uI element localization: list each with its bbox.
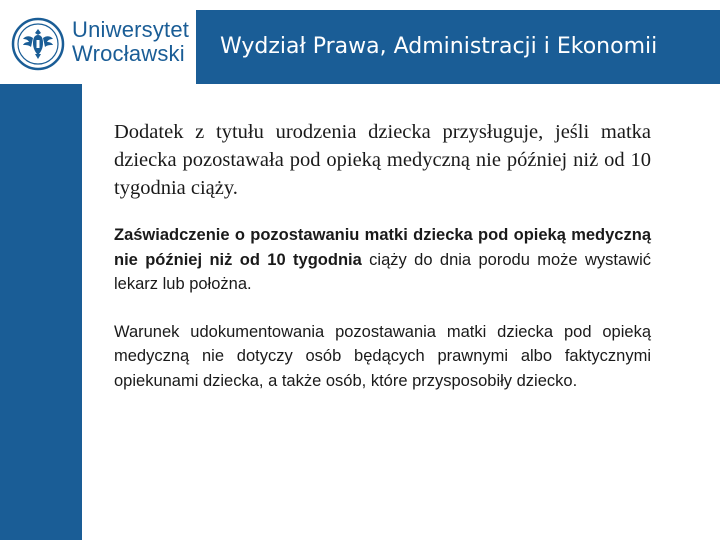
paragraph-exemption: Warunek udokumentowania pozostawania matki dziecka pod opieką medyczną nie dotyczy osób będących prawnymi albo faktycznymi opiekunami dziecka, a także osób, które przysposobiły dziecko. xyxy=(114,322,651,390)
paragraph-certificate xyxy=(114,223,651,297)
university-logo xyxy=(10,16,190,72)
slide-title: Wydział Prawa, Administracji i Ekonomii xyxy=(220,34,658,59)
logo-line-1: Uniwersytet xyxy=(72,17,190,42)
paragraph-certificate-rest: ciąży do dnia porodu może wystawić lekarz lub położna. xyxy=(114,250,651,293)
logo-wordmark xyxy=(72,18,189,66)
left-accent-bar xyxy=(0,84,82,540)
university-eagle-emblem-icon xyxy=(10,16,66,72)
logo-line-2: Wrocławski xyxy=(72,41,185,66)
slide-content xyxy=(114,118,651,393)
paragraph-certificate-bold: Zaświadczenie o pozostawaniu matki dziecka pod opieką medyczną nie później niż od 10 tygodnia xyxy=(114,226,651,269)
paragraph-eligibility: Dodatek z tytułu urodzenia dziecka przysługuje, jeśli matka dziecka pozostawała pod opieką medyczną nie później niż od 10 tygodnia ciąży. xyxy=(114,121,651,199)
title-bar xyxy=(196,10,720,84)
